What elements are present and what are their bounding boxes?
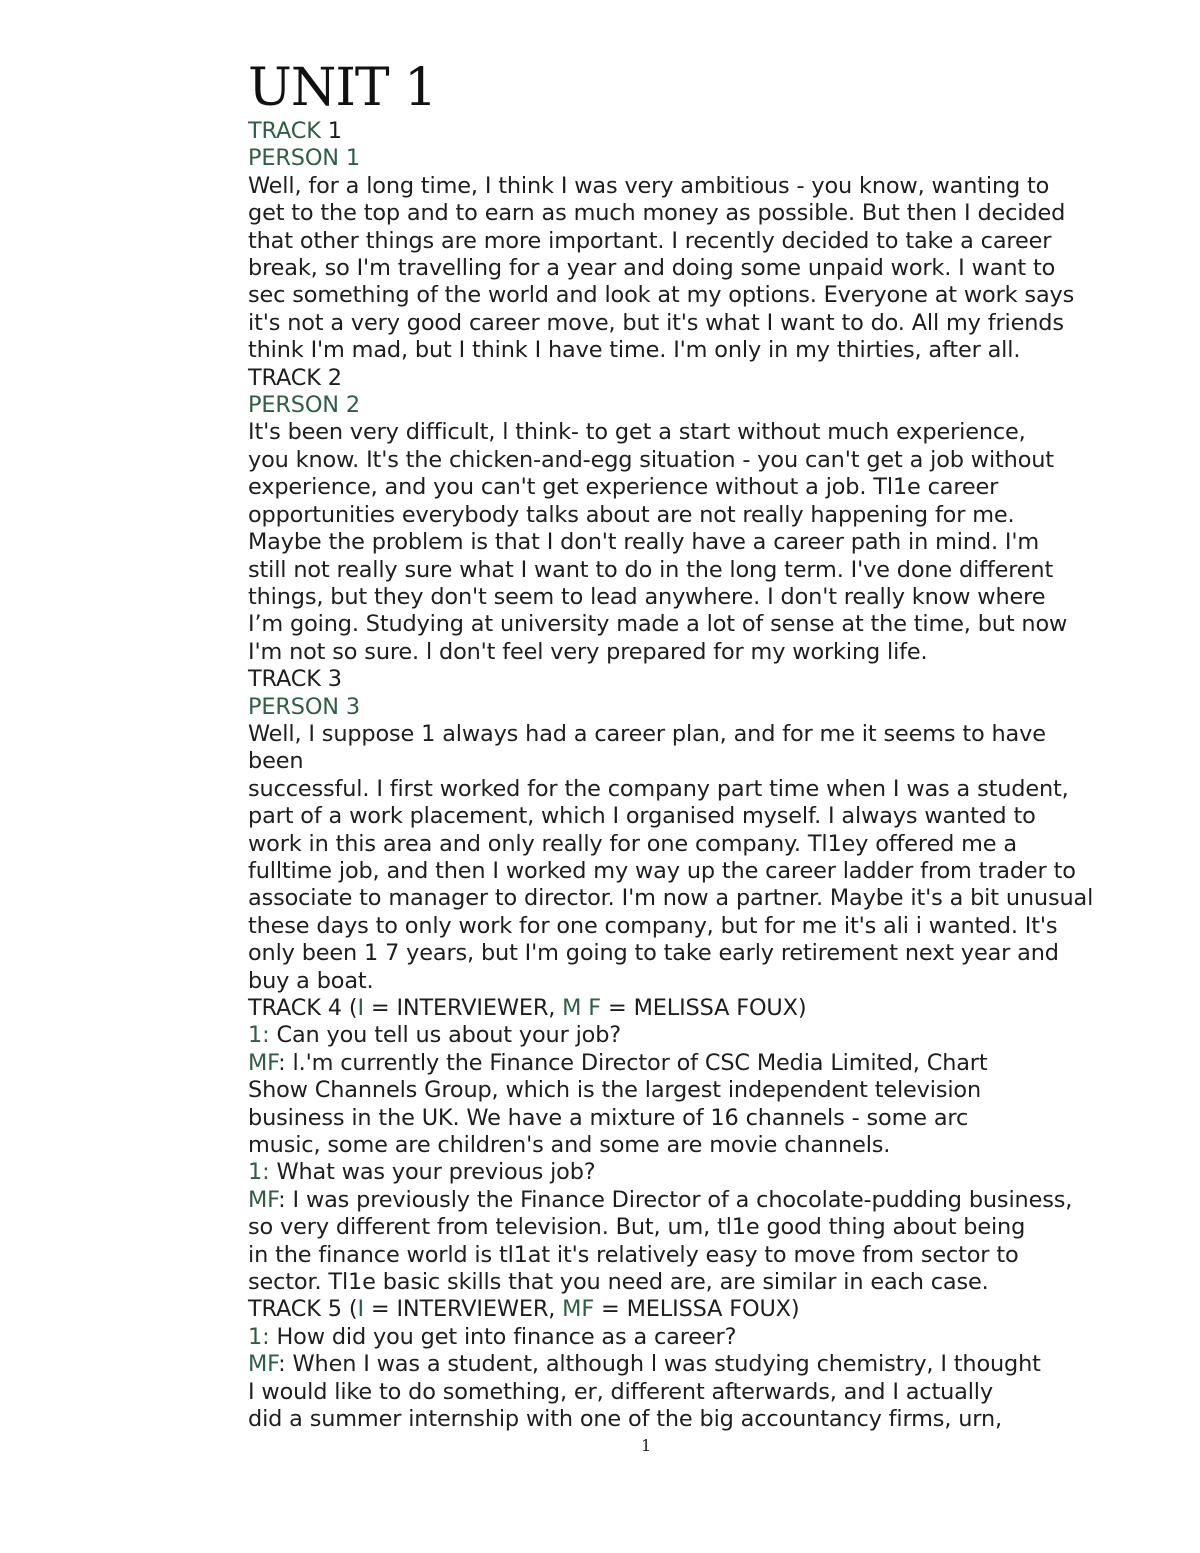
speaker-interviewer: 1: [248, 1159, 270, 1186]
interviewer-meaning: = INTERVIEWER, [363, 995, 563, 1021]
track-4-answer-2-line: in the finance world is tl1at it's relatively easy to move from sector to [248, 1241, 1019, 1268]
melissa-meaning: = MELISSA FOUX) [601, 995, 807, 1021]
speaker-interviewer: 1: [248, 1323, 270, 1350]
track-2-line: I’m going. Studying at university made a lot of sense at the time, but now [248, 611, 1068, 638]
track-4-heading [248, 995, 1158, 1022]
track-5-heading [248, 1296, 1158, 1323]
track-3-line: part of a work placement, which I organised myself. I always wanted to [248, 803, 1036, 830]
melissa-code: MF [562, 1296, 595, 1323]
answer-text: : When I was a student, although l was studying chemistry, I thought [278, 1351, 1041, 1378]
track-2-line: things, but they don't seem to lead anywhere. I don't really know where [248, 583, 1046, 610]
track-2-line: still not really sure what I want to do in the long term. I've done different [248, 556, 1054, 583]
track-1-number: 1 [327, 118, 342, 144]
track-2-line: Maybe the problem is that I don't really have a career path in mind. I'm [248, 529, 1040, 556]
person-2-heading: PERSON 2 [248, 392, 360, 419]
question-text: How did you get into finance as a career? [269, 1323, 737, 1350]
track-1-heading [248, 118, 1158, 145]
track-1-line: it's not a very good career move, but it's what I want to do. All my friends [248, 309, 1064, 336]
track-4-answer-1-line: music, some are children's and some are movie channels. [248, 1132, 891, 1159]
track-3-line: these days to only work for one company, but for me it's ali i wanted. It's [248, 912, 1058, 939]
track-5-heading-start: TRACK 5 ( [248, 1296, 358, 1323]
track-3-line: work in this area and only really for one company. Tl1ey offered me a [248, 830, 1017, 857]
track-1-line: break, so I'm travelling for a year and doing some unpaid work. I want to [248, 255, 1056, 282]
track-3-line: successful. I first worked for the company part time when I was a student, [248, 775, 1069, 802]
speaker-interviewer: 1: [248, 1022, 270, 1049]
track-4-answer-2-line [248, 1187, 1158, 1214]
track-4-question-2 [248, 1159, 1158, 1186]
track-4-answer-1-line: business in the UK. We have a mixture of 16 channels - some arc [248, 1104, 969, 1131]
track-3-line: Well, I suppose 1 always had a career plan, and for me it seems to have [248, 720, 1046, 747]
question-text: Can you tell us about your job? [269, 1022, 622, 1049]
track-5-answer-1-line: did a summer internship with one of the big accountancy firms, urn, [248, 1406, 1002, 1433]
track-2-line: you know. It's the chicken-and-egg situation - you can't get a job without [248, 446, 1054, 473]
track-1-line: think I'm mad, but I think I have time. I'm only in my thirties, after all. [248, 337, 1021, 364]
track-3-line: only been 1 7 years, but I'm going to take early retirement next year and [248, 940, 1059, 967]
speaker-melissa: MF [248, 1186, 279, 1213]
track-5-answer-1-line: I would like to do something, er, different afterwards, and I actually [248, 1378, 993, 1405]
track-2-line: experience, and you can't get experience without a job. Tl1e career [248, 474, 999, 501]
melissa-meaning: = MELISSA FOUX) [594, 1296, 800, 1323]
track-3-line: fulltime job, and then I worked my way up the career ladder from trader to [248, 857, 1076, 884]
track-2-line: opportunities everybody talks about are not really happening for me. [248, 501, 1015, 528]
interviewer-code: I [357, 1296, 364, 1323]
track-4-answer-2-line: so very different from television. But, um, tl1e good thing about being [248, 1214, 1026, 1241]
track-3-heading: TRACK 3 [248, 666, 342, 693]
track-4-answer-1-line: Show Channels Group, which is the largest independent television [248, 1077, 982, 1104]
interviewer-meaning: = INTERVIEWER, [363, 1296, 563, 1323]
track-5-question-1 [248, 1324, 1158, 1351]
track-1-line: that other things are more important. I recently decided to take a career [248, 227, 1052, 254]
track-3-line: been [248, 748, 304, 775]
speaker-melissa: MF [248, 1049, 279, 1076]
answer-text: : l.'m currently the Finance Director of CSC Media Limited, Chart [278, 1049, 988, 1076]
person-3-heading: PERSON 3 [248, 693, 360, 720]
track-1-line: get to the top and to earn as much money as possible. But then I decided [248, 200, 1066, 227]
track-1-line: Well, for a long time, I think I was very ambitious - you know, wanting to [248, 172, 1050, 199]
track-2-line: I'm not so sure. l don't feel very prepared for my working life. [248, 638, 928, 665]
track-1-label: TRACK [248, 118, 321, 144]
interviewer-code: I [357, 995, 364, 1021]
page-number: 1 [641, 1436, 652, 1455]
document-page [248, 58, 1158, 1434]
melissa-code: M F [562, 995, 602, 1021]
track-3-line: associate to manager to director. I'm now a partner. Maybe it's a bit unusual [248, 885, 1094, 912]
person-1-heading: PERSON 1 [248, 145, 360, 172]
track-1-line: sec something of the world and look at my options. Everyone at work says [248, 282, 1075, 309]
track-4-heading-start: TRACK 4 ( [248, 995, 358, 1021]
track-3-line: buy a boat. [248, 967, 374, 994]
track-4-answer-1-line [248, 1050, 1158, 1077]
answer-text: : I was previously the Finance Director of a chocolate-pudding business, [278, 1186, 1073, 1213]
question-text: What was your previous job? [269, 1159, 596, 1186]
track-4-question-1 [248, 1022, 1158, 1049]
track-2-line: It's been very difficult, l think- to get a start without much experience, [248, 419, 1026, 446]
unit-title: UNIT 1 [248, 58, 437, 118]
track-4-answer-2-line: sector. Tl1e basic skills that you need are, are similar in each case. [248, 1269, 989, 1296]
speaker-melissa: MF [248, 1351, 279, 1378]
track-5-answer-1-line [248, 1351, 1158, 1378]
track-2-heading: TRACK 2 [248, 364, 342, 391]
